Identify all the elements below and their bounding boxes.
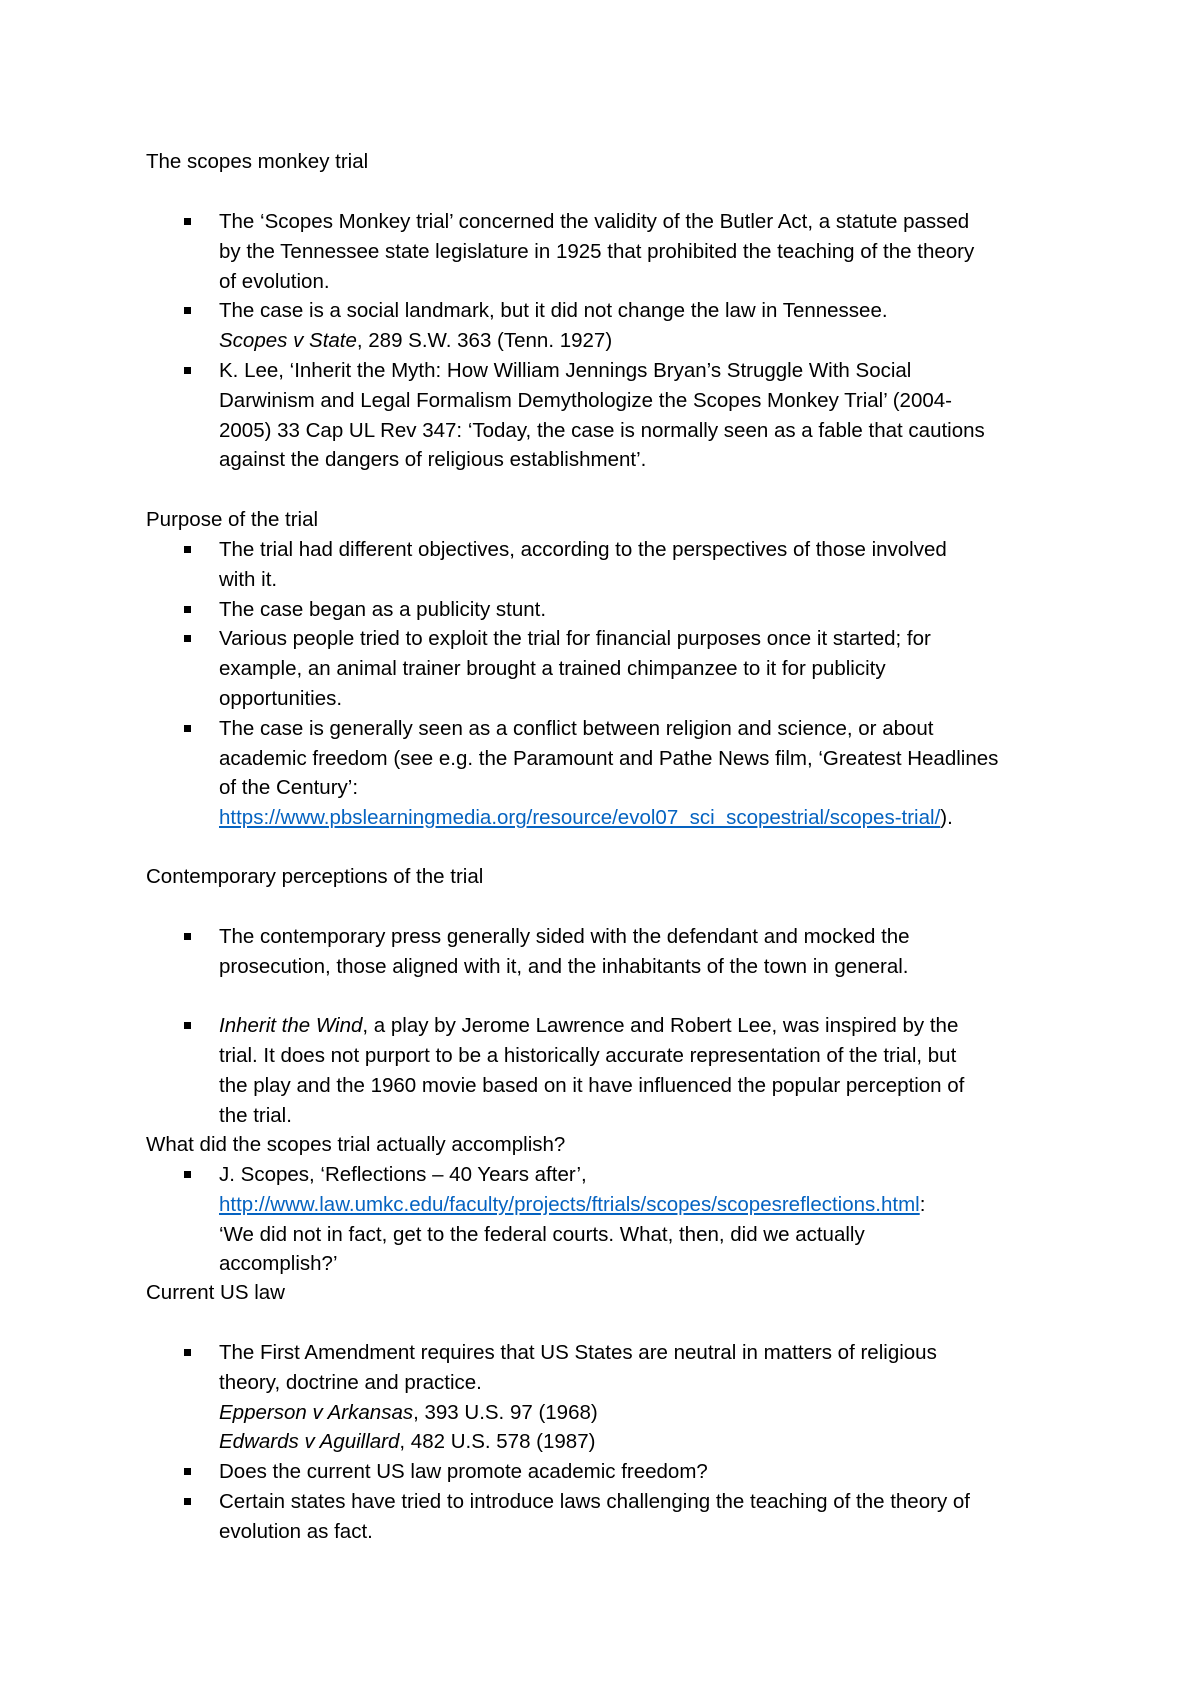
list-item	[0, 296, 1069, 356]
text-line: accomplish?’	[219, 1252, 338, 1276]
square-bullet-icon	[184, 1349, 191, 1356]
list-item	[0, 624, 1069, 713]
purpose-bullet-list	[0, 535, 1200, 833]
text-line: The contemporary press generally sided with the defendant and mocked the	[219, 925, 910, 948]
case-citation	[219, 1398, 1069, 1428]
text-line: the play and the 1960 movie based on it have influenced the popular perception of	[219, 1073, 965, 1097]
heading-current-us-law: Current US law	[146, 1281, 285, 1304]
text-line: by the Tennessee state legislature in 1925 that prohibited the teaching of the theory	[219, 239, 975, 263]
text-line: The case is a social landmark, but it did not change the law in Tennessee.	[219, 299, 888, 323]
square-bullet-icon	[184, 1468, 191, 1475]
list-item	[0, 207, 1069, 296]
text-line	[219, 1011, 1069, 1041]
text-line: Various people tried to exploit the trial for financial purposes once it started; for	[219, 627, 931, 651]
text-tail: ).	[940, 806, 953, 830]
heading-scopes-monkey-trial: The scopes monkey trial	[146, 150, 369, 173]
link-line	[219, 1190, 1069, 1220]
square-bullet-icon	[184, 307, 191, 314]
list-item	[0, 535, 1069, 595]
square-bullet-icon	[184, 1498, 191, 1505]
accomplish-bullet-list	[0, 1160, 1200, 1279]
text-line: the trial.	[219, 1103, 292, 1127]
list-item	[0, 1457, 1069, 1487]
list-item	[0, 1487, 1069, 1547]
text-line: ‘We did not in fact, get to the federal courts. What, then, did we actually	[219, 1222, 865, 1246]
case-citation	[219, 1427, 1069, 1457]
text-line: against the dangers of religious establishment’.	[219, 448, 647, 472]
case-reference: , 289 S.W. 363 (Tenn. 1927)	[356, 329, 613, 353]
heading-purpose-of-trial: Purpose of the trial	[146, 508, 319, 531]
case-name: Epperson v Arkansas	[219, 1400, 414, 1424]
list-item	[0, 1160, 1069, 1279]
text-line: academic freedom (see e.g. the Paramount and Pathe News film, ‘Greatest Headlines	[219, 746, 999, 770]
play-title: Inherit the Wind	[219, 1014, 363, 1038]
square-bullet-icon	[184, 1022, 191, 1029]
square-bullet-icon	[184, 546, 191, 553]
case-reference: , 482 U.S. 578 (1987)	[399, 1430, 596, 1454]
pbs-learning-media-link[interactable]: https://www.pbslearningmedia.org/resource/evol07_sci_scopestrial/scopes-trial/	[219, 806, 941, 830]
text-line: The ‘Scopes Monkey trial’ concerned the validity of the Butler Act, a statute passed	[219, 210, 970, 233]
text-line: of the Century’:	[219, 776, 359, 800]
square-bullet-icon	[184, 1171, 191, 1178]
text-line: with it.	[219, 567, 278, 591]
text-line: J. Scopes, ‘Reflections – 40 Years after’,	[219, 1163, 587, 1186]
text-line: of evolution.	[219, 269, 330, 293]
text-rest: , a play by Jerome Lawrence and Robert Lee, was inspired by the	[362, 1014, 959, 1038]
text-line: K. Lee, ‘Inherit the Myth: How William Jennings Bryan’s Struggle With Social	[219, 358, 912, 382]
text-line: Does the current US law promote academic freedom?	[219, 1460, 708, 1484]
square-bullet-icon	[184, 606, 191, 613]
heading-contemporary-perceptions: Contemporary perceptions of the trial	[146, 865, 484, 888]
text-line: evolution as fact.	[219, 1519, 373, 1543]
text-line: Certain states have tried to introduce laws challenging the teaching of the theory of	[219, 1489, 970, 1513]
contemporary-bullet-list	[0, 922, 1200, 1131]
case-name: Scopes v State	[219, 329, 357, 353]
square-bullet-icon	[184, 725, 191, 732]
current-law-bullet-list	[0, 1338, 1200, 1547]
list-item	[0, 1011, 1069, 1130]
case-name: Edwards v Aguillard	[219, 1430, 400, 1454]
list-item	[0, 1338, 1069, 1457]
list-item	[0, 714, 1069, 833]
heading-what-did-trial-accomplish: What did the scopes trial actually accomplish?	[146, 1133, 566, 1156]
square-bullet-icon	[184, 933, 191, 940]
text-line: 2005) 33 Cap UL Rev 347: ‘Today, the case is normally seen as a fable that cautions	[219, 418, 985, 442]
text-line: The trial had different objectives, according to the perspectives of those involved	[219, 538, 947, 561]
list-item	[0, 922, 1069, 982]
text-line: prosecution, those aligned with it, and the inhabitants of the town in general.	[219, 954, 909, 978]
text-line: Darwinism and Legal Formalism Demythologize the Scopes Monkey Trial’ (2004-	[219, 388, 952, 412]
case-reference: , 393 U.S. 97 (1968)	[413, 1400, 598, 1424]
text-line: The First Amendment requires that US States are neutral in matters of religious	[219, 1341, 937, 1364]
square-bullet-icon	[184, 635, 191, 642]
text-line: The case began as a publicity stunt.	[219, 597, 547, 621]
umkc-scopes-reflections-link[interactable]: http://www.law.umkc.edu/faculty/projects/ftrials/scopes/scopesreflections.html	[219, 1192, 920, 1216]
text-line: The case is generally seen as a conflict between religion and science, or about	[219, 716, 934, 740]
text-line: opportunities.	[219, 686, 343, 710]
square-bullet-icon	[184, 218, 191, 225]
link-line	[219, 803, 1069, 833]
text-tail: :	[919, 1192, 926, 1216]
scopes-bullet-list	[0, 207, 1200, 475]
square-bullet-icon	[184, 367, 191, 374]
text-line: trial. It does not purport to be a historically accurate representation of the trial, but	[219, 1044, 957, 1068]
list-item	[0, 356, 1069, 475]
text-line: example, an animal trainer brought a trained chimpanzee to it for publicity	[219, 657, 886, 681]
list-item	[0, 595, 1069, 625]
case-citation	[219, 326, 1069, 356]
text-line: theory, doctrine and practice.	[219, 1370, 482, 1394]
